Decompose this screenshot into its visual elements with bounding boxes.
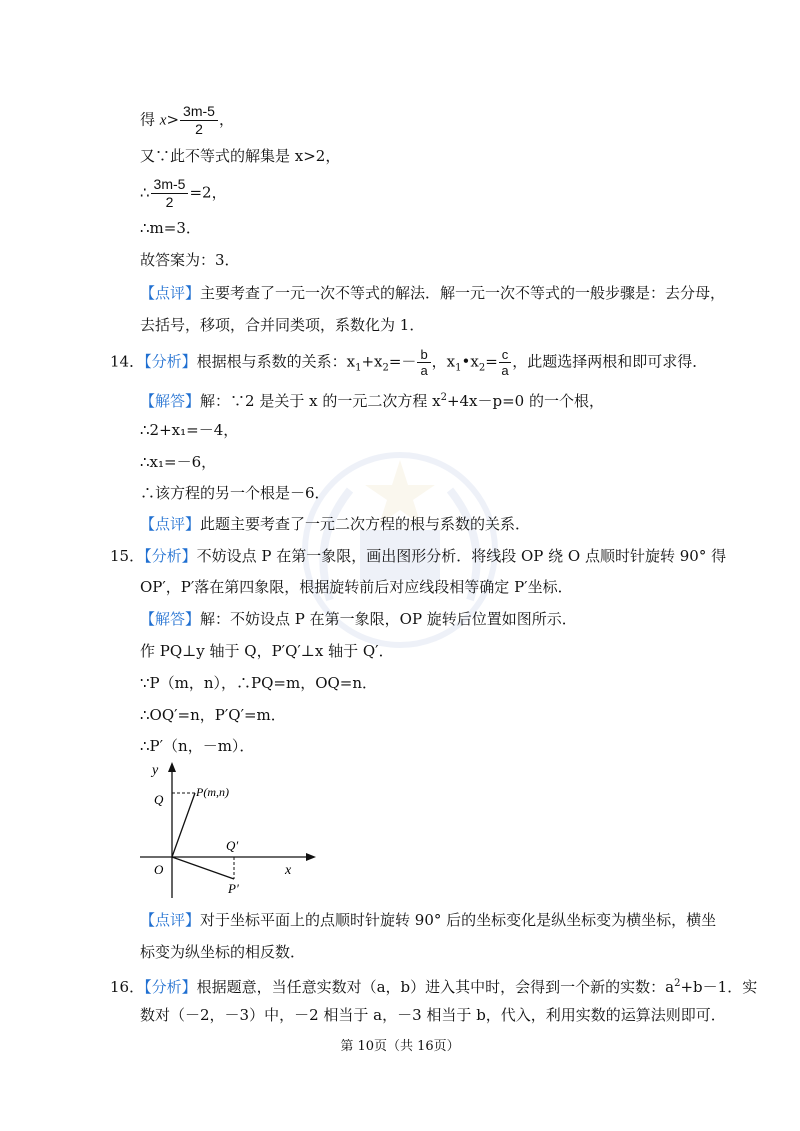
text: = xyxy=(485,352,498,371)
superscript: 2 xyxy=(440,392,447,403)
review-tag: 【点评】 xyxy=(140,911,201,929)
q14-review-line xyxy=(140,514,530,534)
numerator: c xyxy=(499,347,512,363)
text: 解：不妨设点 P 在第一象限，OP 旋转后位置如图所示． xyxy=(200,610,577,628)
text-line: ∴x₁=－6， xyxy=(140,453,217,471)
text-line: ∵P（m，n），∴PQ=m，OQ=n． xyxy=(140,674,378,692)
comma: ， xyxy=(218,110,234,129)
analysis-tag: 【分析】 xyxy=(144,352,197,371)
text: =2， xyxy=(189,183,227,202)
text: +4x－p=0 的一个根， xyxy=(446,392,604,410)
fraction xyxy=(151,176,189,211)
label-x: x xyxy=(285,863,292,878)
analysis-tag: 【分析】 xyxy=(144,978,197,996)
review-tag: 【点评】 xyxy=(140,515,201,533)
text-line: 又∵此不等式的解集是 x>2， xyxy=(140,147,341,165)
text-line: 去括号，移项，合并同类项，系数化为 1． xyxy=(140,316,425,334)
text: 不妨设点 P 在第一象限，画出图形分析．将线段 OP 绕 O 点顺时针旋转 90° 得 xyxy=(196,547,727,565)
denominator: 2 xyxy=(195,121,203,137)
numerator: 3m-5 xyxy=(180,103,218,121)
page-footer: 第 10页（共 16页） xyxy=(340,1039,460,1054)
text: •x xyxy=(461,352,479,371)
text-line: OP′，P′落在第四象限，根据旋转前后对应线段相等确定 P′坐标． xyxy=(140,578,573,596)
segment-OP-prime xyxy=(172,857,234,879)
answer-tag: 【解答】 xyxy=(140,610,201,628)
label-Q: Q xyxy=(154,792,164,807)
subscript: 2 xyxy=(382,362,389,374)
q14-analysis-line xyxy=(110,347,707,379)
denominator: a xyxy=(420,363,428,378)
text-line: 数对（－2，－3）中，－2 相当于 a，－3 相当于 b，代入，利用实数的运算法则即可． xyxy=(140,1006,726,1024)
subscript: 1 xyxy=(455,362,462,374)
var-x: x xyxy=(159,112,167,129)
text: 此题主要考查了一元二次方程的根与系数的关系． xyxy=(200,515,531,533)
review-line xyxy=(140,283,725,303)
text: +x xyxy=(361,352,383,371)
text: 根据根与系数的关系：x xyxy=(196,352,356,371)
inequality-line xyxy=(140,103,234,138)
text-line: 故答案为：3． xyxy=(140,251,240,269)
question-number: 16． xyxy=(110,978,145,996)
x-axis-arrow xyxy=(306,853,316,861)
q14-answer-line xyxy=(140,388,604,411)
text: =－ xyxy=(388,352,417,371)
label-P-prime: P′ xyxy=(228,881,239,896)
text: 得 xyxy=(140,110,160,129)
text-line: ∴该方程的另一个根是－6． xyxy=(140,484,330,502)
subscript: 2 xyxy=(478,362,486,374)
fraction-c-over-a xyxy=(499,347,512,378)
label-P: P(m,n) xyxy=(196,785,229,799)
analysis-tag: 【分析】 xyxy=(144,547,197,565)
text: 根据题意，当任意实数对（a，b）进入其中时，会得到一个新的实数：a xyxy=(196,978,675,996)
denominator: 2 xyxy=(165,194,174,210)
text: +b－1．实 xyxy=(680,978,758,996)
text-line: ∴P′（n，－m）． xyxy=(140,737,255,755)
label-O: O xyxy=(154,862,164,877)
segment-OP xyxy=(172,793,195,857)
question-number: 14． xyxy=(110,352,145,371)
denominator: a xyxy=(501,363,509,378)
gt-sign: > xyxy=(166,110,180,129)
superscript: 2 xyxy=(674,978,681,989)
fraction-b-over-a xyxy=(417,347,430,378)
text-line: ∴2+x₁=－4， xyxy=(140,421,239,439)
q16-analysis-line xyxy=(110,974,757,997)
text-line: ∴OQ′=n，P′Q′=m． xyxy=(140,706,286,724)
rotation-figure xyxy=(140,760,330,900)
y-axis-arrow xyxy=(168,762,176,772)
numerator: 3m-5 xyxy=(151,176,189,194)
q15-analysis-line xyxy=(110,546,726,566)
text: ，x xyxy=(431,352,456,371)
label-Q-prime: Q′ xyxy=(226,838,239,853)
q15-answer-line xyxy=(140,609,577,629)
subscript: 1 xyxy=(355,362,362,374)
therefore: ∴ xyxy=(140,183,150,202)
label-y: y xyxy=(152,763,159,778)
fraction xyxy=(180,103,218,138)
text: 主要考查了一元一次不等式的解法．解一元一次不等式的一般步骤是：去分母， xyxy=(200,284,726,302)
q15-review-line xyxy=(140,910,716,930)
text-line: ∴m=3． xyxy=(140,219,201,237)
text-line: 标变为纵坐标的相反数． xyxy=(140,943,306,961)
text: 对于坐标平面上的点顺时针旋转 90° 后的坐标变化是纵坐标变为横坐标，横坐 xyxy=(200,911,717,929)
text: 解：∵2 是关于 x 的一元二次方程 x xyxy=(200,392,441,410)
text: ，此题选择两根和即可求得． xyxy=(512,352,708,371)
answer-tag: 【解答】 xyxy=(140,392,201,410)
text-line: 作 PQ⊥y 轴于 Q，P′Q′⊥x 轴于 Q′． xyxy=(140,642,394,660)
numerator: b xyxy=(417,347,430,363)
question-number: 15． xyxy=(110,547,145,565)
equation-line xyxy=(140,176,227,211)
review-tag: 【点评】 xyxy=(140,284,201,302)
